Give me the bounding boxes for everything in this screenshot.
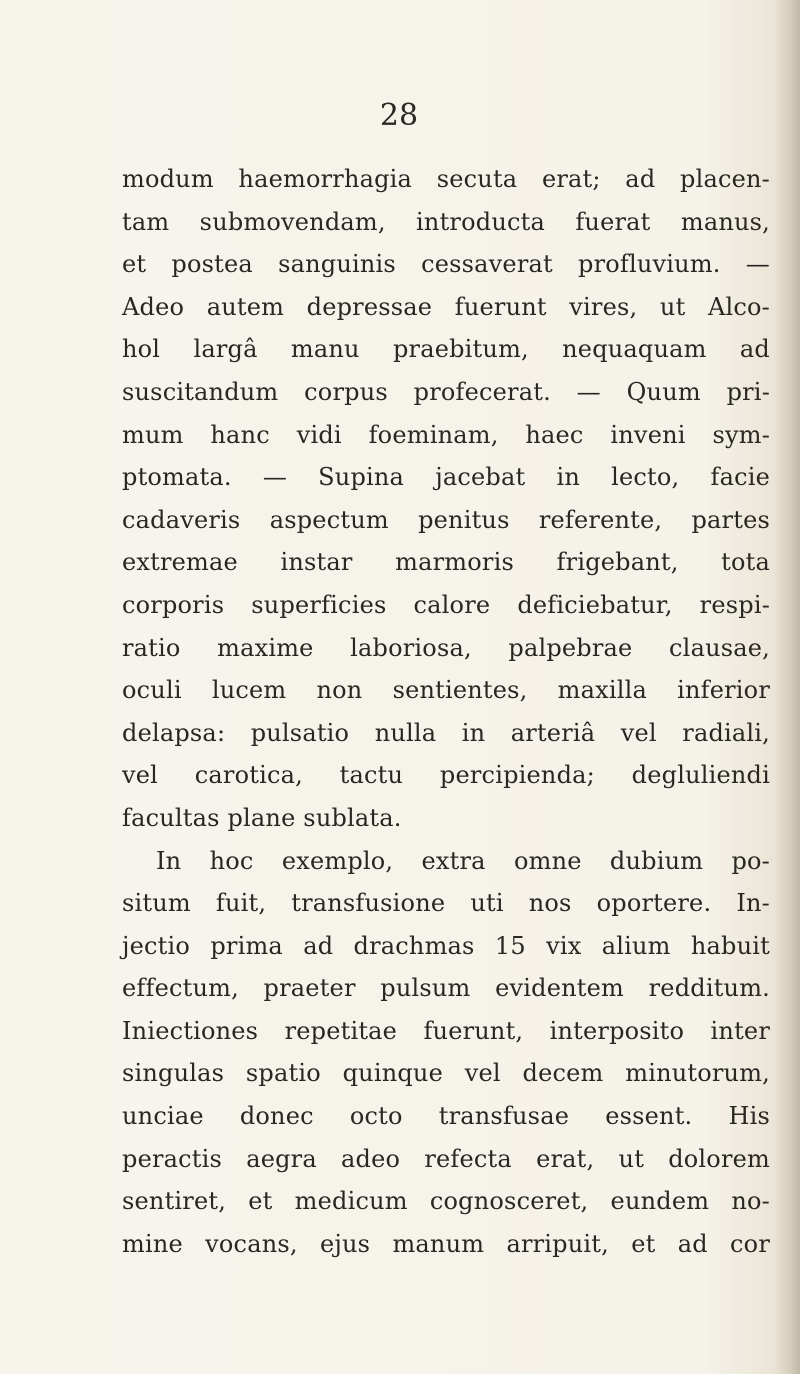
text-line: mum hanc vidi foeminam, haec inveni sym- [122, 420, 770, 449]
text-line: effectum, praeter pulsum evidentem redditum. [122, 974, 770, 1003]
text-line: extremae instar marmoris frigebant, tota [122, 548, 770, 577]
text-line: hol largâ manu praebitum, nequaquam ad [122, 335, 770, 364]
text-line: tam submovendam, introducta fuerat manus, [122, 207, 770, 236]
text-line: mine vocans, ejus manum arripuit, et ad cor [122, 1229, 770, 1258]
text-line: sentiret, et medicum cognosceret, eundem no- [122, 1187, 770, 1216]
text-line: jectio prima ad drachmas 15 vix alium habuit [122, 931, 770, 960]
page-number: 28 [379, 98, 419, 133]
text-line: et postea sanguinis cessaverat profluvium. — [122, 250, 770, 279]
text-line: cadaveris aspectum penitus referente, partes [122, 505, 770, 534]
text-line: corporis superficies calore deficiebatur, respi- [122, 590, 770, 619]
text-line: Iniectiones repetitae fuerunt, interposito inter [122, 1016, 770, 1045]
text-line: Adeo autem depressae fuerunt vires, ut Alco- [122, 292, 770, 321]
page-edge-shadow [774, 0, 800, 1374]
paragraph-2 [122, 840, 770, 1266]
text-line: vel carotica, tactu percipienda; degluliendi [122, 761, 770, 790]
body-text [122, 158, 770, 1265]
text-line: suscitandum corpus profecerat. — Quum pri- [122, 377, 770, 406]
text-line: oculi lucem non sentientes, maxilla inferior [122, 676, 770, 705]
paragraph-1 [122, 158, 770, 840]
text-line: ptomata. — Supina jacebat in lecto, facie [122, 463, 770, 492]
text-line: delapsa: pulsatio nulla in arteriâ vel radiali, [122, 718, 770, 747]
text-line: peractis aegra adeo refecta erat, ut dolorem [122, 1144, 770, 1173]
text-line: unciae donec octo transfusae essent. His [122, 1102, 770, 1131]
text-line: situm fuit, transfusione uti nos oportere. In- [122, 889, 770, 918]
text-line: modum haemorrhagia secuta erat; ad placen- [122, 165, 770, 193]
text-line: In hoc exemplo, extra omne dubium po- [156, 846, 770, 875]
text-line: facultas plane sublata. [122, 803, 402, 832]
text-line: ratio maxime laboriosa, palpebrae clausae, [122, 633, 770, 662]
text-line: singulas spatio quinque vel decem minutorum, [122, 1059, 770, 1088]
